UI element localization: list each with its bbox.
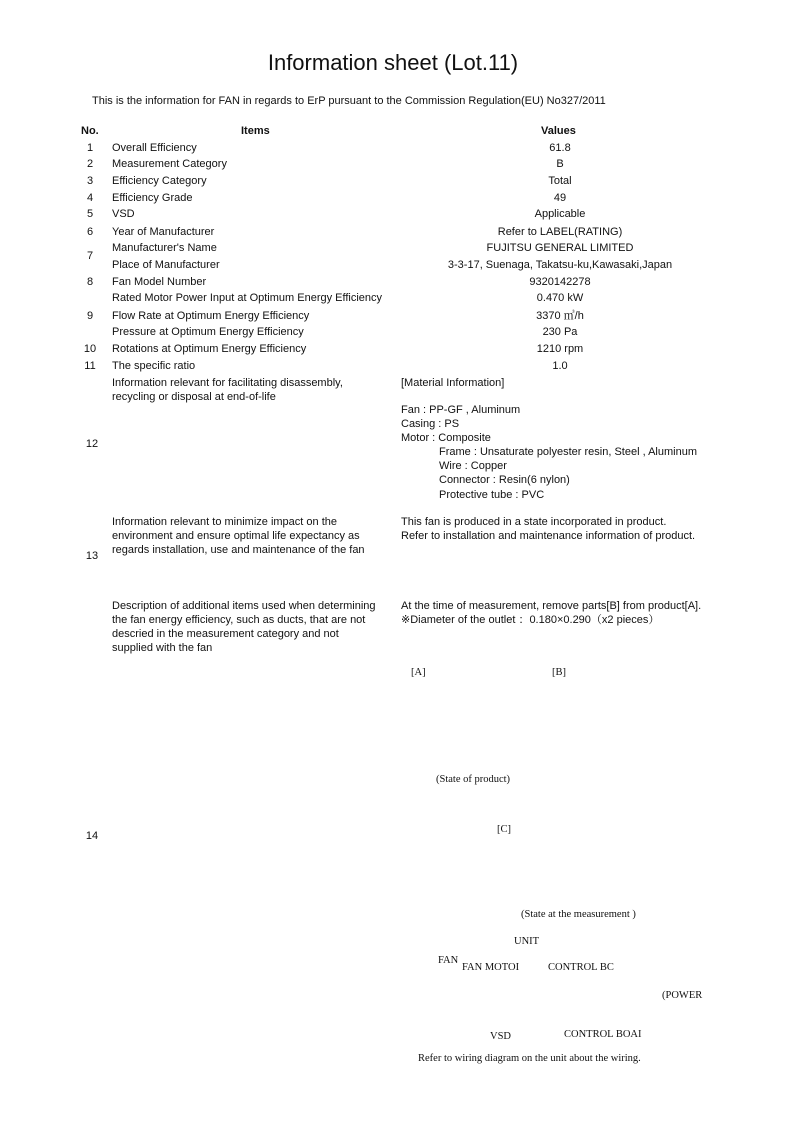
row-item: Measurement Category [112,158,227,170]
row13-no: 13 [85,550,99,562]
row-no: 11 [84,360,96,372]
row-item: Rated Motor Power Input at Optimum Energy Efficiency [112,292,383,304]
row-no: 4 [86,192,94,204]
label-a: [A] [411,667,426,678]
header-no: No. [81,125,99,137]
wiring-note: Refer to wiring diagram on the unit about the wiring. [418,1053,641,1064]
row-item: VSD [112,208,135,220]
fan-label: FAN [438,955,459,966]
row14-line2: ※Diameter of the outlet ：0.180×0.290（x2 pieces） [401,614,660,626]
row-item: Flow Rate at Optimum Energy Efficiency [112,310,310,322]
row-no: 1 [86,142,94,154]
row-no: 6 [86,226,94,238]
material-frame: Frame : Unsaturate polyester resin, Steel , Aluminum [439,446,697,458]
state-product: (State of product) [436,774,511,785]
row-item: Efficiency Grade [112,192,193,204]
row-item: Fan Model Number [112,276,207,288]
row-no: 3 [86,175,94,187]
row-no: 5 [86,208,94,220]
row-value: 0.470 kW [536,292,584,304]
control-boa-label: CONTROL BOAI [564,1029,642,1040]
header-items: Items [241,125,270,137]
row-value: 3370 ㎥/h [536,310,584,322]
row-value: 61.8 [549,142,571,154]
page-subtitle: This is the information for FAN in regards to ErP pursuant to the Commission Regulation(EU) No327/2011 [92,95,606,107]
row14-line1: At the time of measurement, remove parts[B] from product[A]. [401,600,702,612]
row13-line2: Refer to installation and maintenance information of product. [401,530,696,542]
label-c: [C] [497,824,511,835]
material-tube: Protective tube : PVC [439,489,545,501]
row-value: 1.0 [552,360,568,372]
material-motor: Motor : Composite [401,432,491,444]
row-value: FUJITSU GENERAL LIMITED [486,242,634,254]
material-casing: Casing : PS [401,418,460,430]
material-header: [Material Information] [401,377,505,389]
row14-no: 14 [85,830,99,842]
row-value: B [556,158,564,170]
row-item: Overall Efficiency [112,142,197,154]
material-fan: Fan : PP-GF , Aluminum [401,404,521,416]
material-connector: Connector : Resin(6 nylon) [439,474,570,486]
row-item: Efficiency Category [112,175,207,187]
row-no: 8 [86,276,94,288]
row12-item: Information relevant for facilitating disassembly, recycling or disposal at end-of-life [112,377,343,403]
row12-no: 12 [85,438,99,450]
header-values: Values [541,125,576,137]
row-item: Manufacturer's Name [112,242,217,254]
material-wire: Wire : Copper [439,460,507,472]
page-title: Information sheet (Lot.11) [267,50,519,75]
row13-item: Information relevant to minimize impact on the environment and ensure optimal life expectancy as regards installation, use and maintenance of the fan [112,516,365,556]
power-label: (POWER [662,990,703,1001]
row-item: Year of Manufacturer [112,226,215,238]
label-b: [B] [552,667,566,678]
row-item: Rotations at Optimum Energy Efficiency [112,343,307,355]
row-no: 9 [86,310,94,322]
row-value: 230 Pa [542,326,578,338]
row-value: 3-3-17, Suenaga, Takatsu-ku,Kawasaki,Japan [447,259,673,271]
row-item: Pressure at Optimum Energy Efficiency [112,326,304,338]
row-value: Total [548,175,572,187]
control-bc-label: CONTROL BC [548,962,614,973]
row-no: 2 [86,158,94,170]
row-value: Refer to LABEL(RATING) [497,226,623,238]
row-item: The specific ratio [112,360,196,372]
row-item: Place of Manufacturer [112,259,220,271]
row-no: 7 [86,250,94,262]
row-value: Applicable [534,208,586,220]
unit-label: UNIT [514,936,540,947]
row14-item: Description of additional items used when determining the fan energy efficiency, such as ducts, that are not descried in the measurement category and not supplied with the fan [112,600,376,654]
row-no: 10 [83,343,97,355]
row-value: 1210 rpm [536,343,584,355]
state-measurement: (State at the measurement ) [521,909,636,920]
fan-motor-label: FAN MOTOI [462,962,520,973]
row-value: 9320142278 [529,276,591,288]
vsd-label: VSD [490,1031,512,1042]
row13-line1: This fan is produced in a state incorporated in product. [401,516,667,528]
row-value: 49 [553,192,567,204]
